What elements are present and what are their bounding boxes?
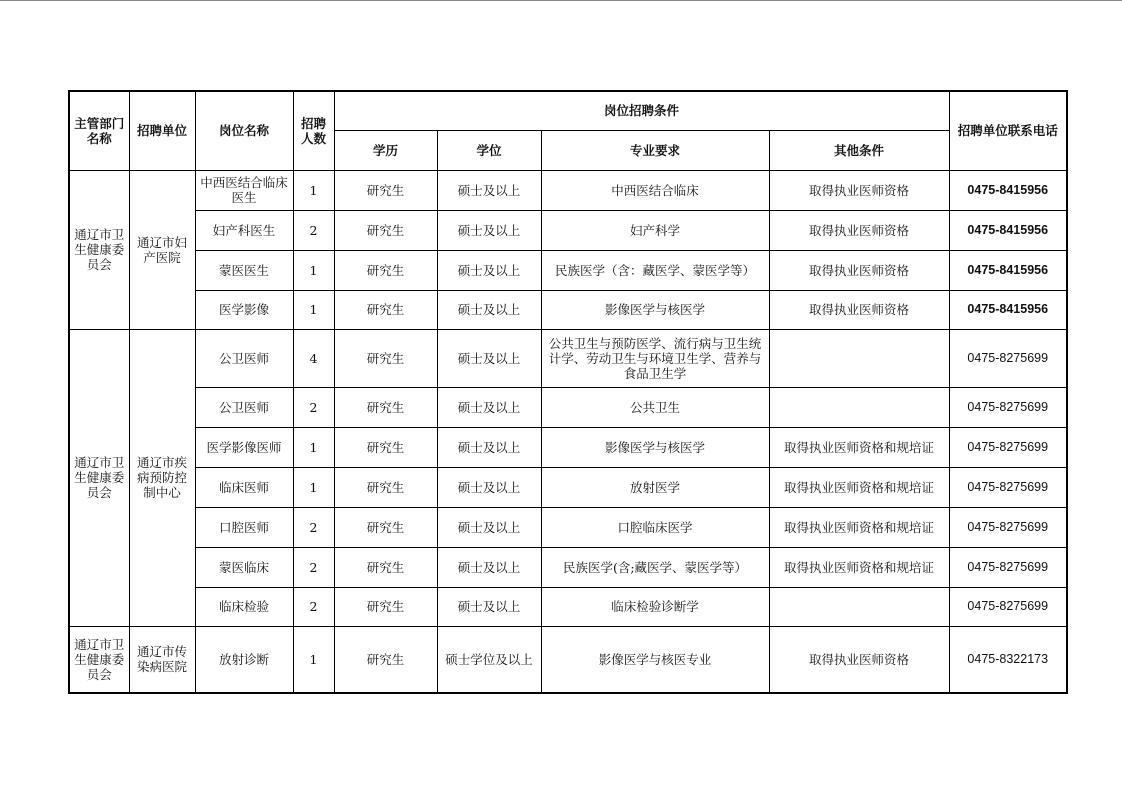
degree-cell: 硕士及以上 — [437, 547, 541, 587]
position-cell: 医学影像 — [195, 290, 293, 329]
position-cell: 公卫医师 — [195, 329, 293, 387]
education-cell: 研究生 — [334, 507, 437, 547]
count-cell: 4 — [293, 329, 334, 387]
table-row — [69, 587, 1067, 626]
dept-cell: 通辽市卫生健康委员会 — [69, 329, 129, 626]
education-cell: 研究生 — [334, 290, 437, 329]
table-row — [69, 387, 1067, 427]
count-cell: 1 — [293, 427, 334, 467]
major-cell: 放射医学 — [541, 467, 769, 507]
count-cell: 1 — [293, 250, 334, 290]
education-cell: 研究生 — [334, 587, 437, 626]
phone-cell: 0475-8275699 — [949, 427, 1067, 467]
count-cell: 2 — [293, 587, 334, 626]
education-cell: 研究生 — [334, 427, 437, 467]
col-header-position: 岗位名称 — [195, 91, 293, 170]
phone-cell: 0475-8415956 — [949, 170, 1067, 210]
degree-cell: 硕士及以上 — [437, 387, 541, 427]
degree-cell: 硕士及以上 — [437, 427, 541, 467]
phone-cell: 0475-8275699 — [949, 587, 1067, 626]
degree-cell: 硕士及以上 — [437, 329, 541, 387]
count-cell: 2 — [293, 507, 334, 547]
col-header-dept: 主管部门名称 — [69, 91, 129, 170]
major-cell: 口腔临床医学 — [541, 507, 769, 547]
col-header-unit: 招聘单位 — [129, 91, 195, 170]
other-cell: 取得执业医师资格和规培证 — [769, 507, 949, 547]
phone-cell: 0475-8275699 — [949, 329, 1067, 387]
other-cell: 取得执业医师资格和规培证 — [769, 547, 949, 587]
major-cell: 临床检验诊断学 — [541, 587, 769, 626]
major-cell: 影像医学与核医学 — [541, 290, 769, 329]
dept-cell: 通辽市卫生健康委员会 — [69, 170, 129, 329]
table-row — [69, 250, 1067, 290]
unit-cell: 通辽市妇产医院 — [129, 170, 195, 329]
phone-cell: 0475-8322173 — [949, 626, 1067, 693]
count-cell: 1 — [293, 170, 334, 210]
education-cell: 研究生 — [334, 329, 437, 387]
major-cell: 民族医学（含：藏医学、蒙医学等） — [541, 250, 769, 290]
phone-cell: 0475-8415956 — [949, 250, 1067, 290]
major-cell: 民族医学(含;藏医学、蒙医学等） — [541, 547, 769, 587]
degree-cell: 硕士及以上 — [437, 210, 541, 250]
phone-cell: 0475-8275699 — [949, 507, 1067, 547]
major-cell: 中西医结合临床 — [541, 170, 769, 210]
degree-cell: 硕士及以上 — [437, 467, 541, 507]
header-row-1 — [69, 91, 1067, 130]
degree-cell: 硕士学位及以上 — [437, 626, 541, 693]
col-header-other: 其他条件 — [769, 130, 949, 170]
position-cell: 中西医结合临床医生 — [195, 170, 293, 210]
position-cell: 医学影像医师 — [195, 427, 293, 467]
count-cell: 2 — [293, 387, 334, 427]
education-cell: 研究生 — [334, 626, 437, 693]
other-cell: 取得执业医师资格 — [769, 290, 949, 329]
position-cell: 妇产科医生 — [195, 210, 293, 250]
education-cell: 研究生 — [334, 170, 437, 210]
other-cell: 取得执业医师资格 — [769, 250, 949, 290]
position-cell: 蒙医临床 — [195, 547, 293, 587]
col-header-conditions: 岗位招聘条件 — [334, 91, 949, 130]
other-cell: 取得执业医师资格 — [769, 210, 949, 250]
degree-cell: 硕士及以上 — [437, 290, 541, 329]
count-cell: 1 — [293, 467, 334, 507]
position-cell: 公卫医师 — [195, 387, 293, 427]
recruitment-table — [68, 90, 1068, 694]
other-cell — [769, 329, 949, 387]
table-row — [69, 210, 1067, 250]
phone-cell: 0475-8275699 — [949, 387, 1067, 427]
position-cell: 口腔医师 — [195, 507, 293, 547]
count-cell: 2 — [293, 210, 334, 250]
phone-cell: 0475-8275699 — [949, 467, 1067, 507]
col-header-phone: 招聘单位联系电话 — [949, 91, 1067, 170]
phone-cell: 0475-8415956 — [949, 290, 1067, 329]
education-cell: 研究生 — [334, 387, 437, 427]
degree-cell: 硕士及以上 — [437, 507, 541, 547]
table-row — [69, 507, 1067, 547]
table-row — [69, 170, 1067, 210]
table-row — [69, 329, 1067, 387]
degree-cell: 硕士及以上 — [437, 170, 541, 210]
other-cell: 取得执业医师资格 — [769, 626, 949, 693]
other-cell: 取得执业医师资格 — [769, 170, 949, 210]
phone-cell: 0475-8275699 — [949, 547, 1067, 587]
col-header-major: 专业要求 — [541, 130, 769, 170]
position-cell: 蒙医医生 — [195, 250, 293, 290]
other-cell — [769, 387, 949, 427]
dept-cell: 通辽市卫生健康委员会 — [69, 626, 129, 693]
count-cell: 2 — [293, 547, 334, 587]
col-header-degree: 学位 — [437, 130, 541, 170]
table-row — [69, 427, 1067, 467]
position-cell: 临床医师 — [195, 467, 293, 507]
other-cell: 取得执业医师资格和规培证 — [769, 467, 949, 507]
phone-cell: 0475-8415956 — [949, 210, 1067, 250]
col-header-education: 学历 — [334, 130, 437, 170]
position-cell: 放射诊断 — [195, 626, 293, 693]
col-header-count: 招聘人数 — [293, 91, 334, 170]
major-cell: 妇产科学 — [541, 210, 769, 250]
unit-cell: 通辽市传染病医院 — [129, 626, 195, 693]
degree-cell: 硕士及以上 — [437, 250, 541, 290]
page-top-border — [0, 0, 1122, 1]
major-cell: 公共卫生 — [541, 387, 769, 427]
table-row — [69, 290, 1067, 329]
major-cell: 公共卫生与预防医学、流行病与卫生统计学、劳动卫生与环境卫生学、营养与食品卫生学 — [541, 329, 769, 387]
education-cell: 研究生 — [334, 547, 437, 587]
major-cell: 影像医学与核医专业 — [541, 626, 769, 693]
education-cell: 研究生 — [334, 467, 437, 507]
position-cell: 临床检验 — [195, 587, 293, 626]
other-cell — [769, 587, 949, 626]
major-cell: 影像医学与核医学 — [541, 427, 769, 467]
unit-cell: 通辽市疾病预防控制中心 — [129, 329, 195, 626]
count-cell: 1 — [293, 290, 334, 329]
table-row — [69, 547, 1067, 587]
degree-cell: 硕士及以上 — [437, 587, 541, 626]
table-row — [69, 467, 1067, 507]
education-cell: 研究生 — [334, 210, 437, 250]
other-cell: 取得执业医师资格和规培证 — [769, 427, 949, 467]
count-cell: 1 — [293, 626, 334, 693]
table-row — [69, 626, 1067, 693]
education-cell: 研究生 — [334, 250, 437, 290]
